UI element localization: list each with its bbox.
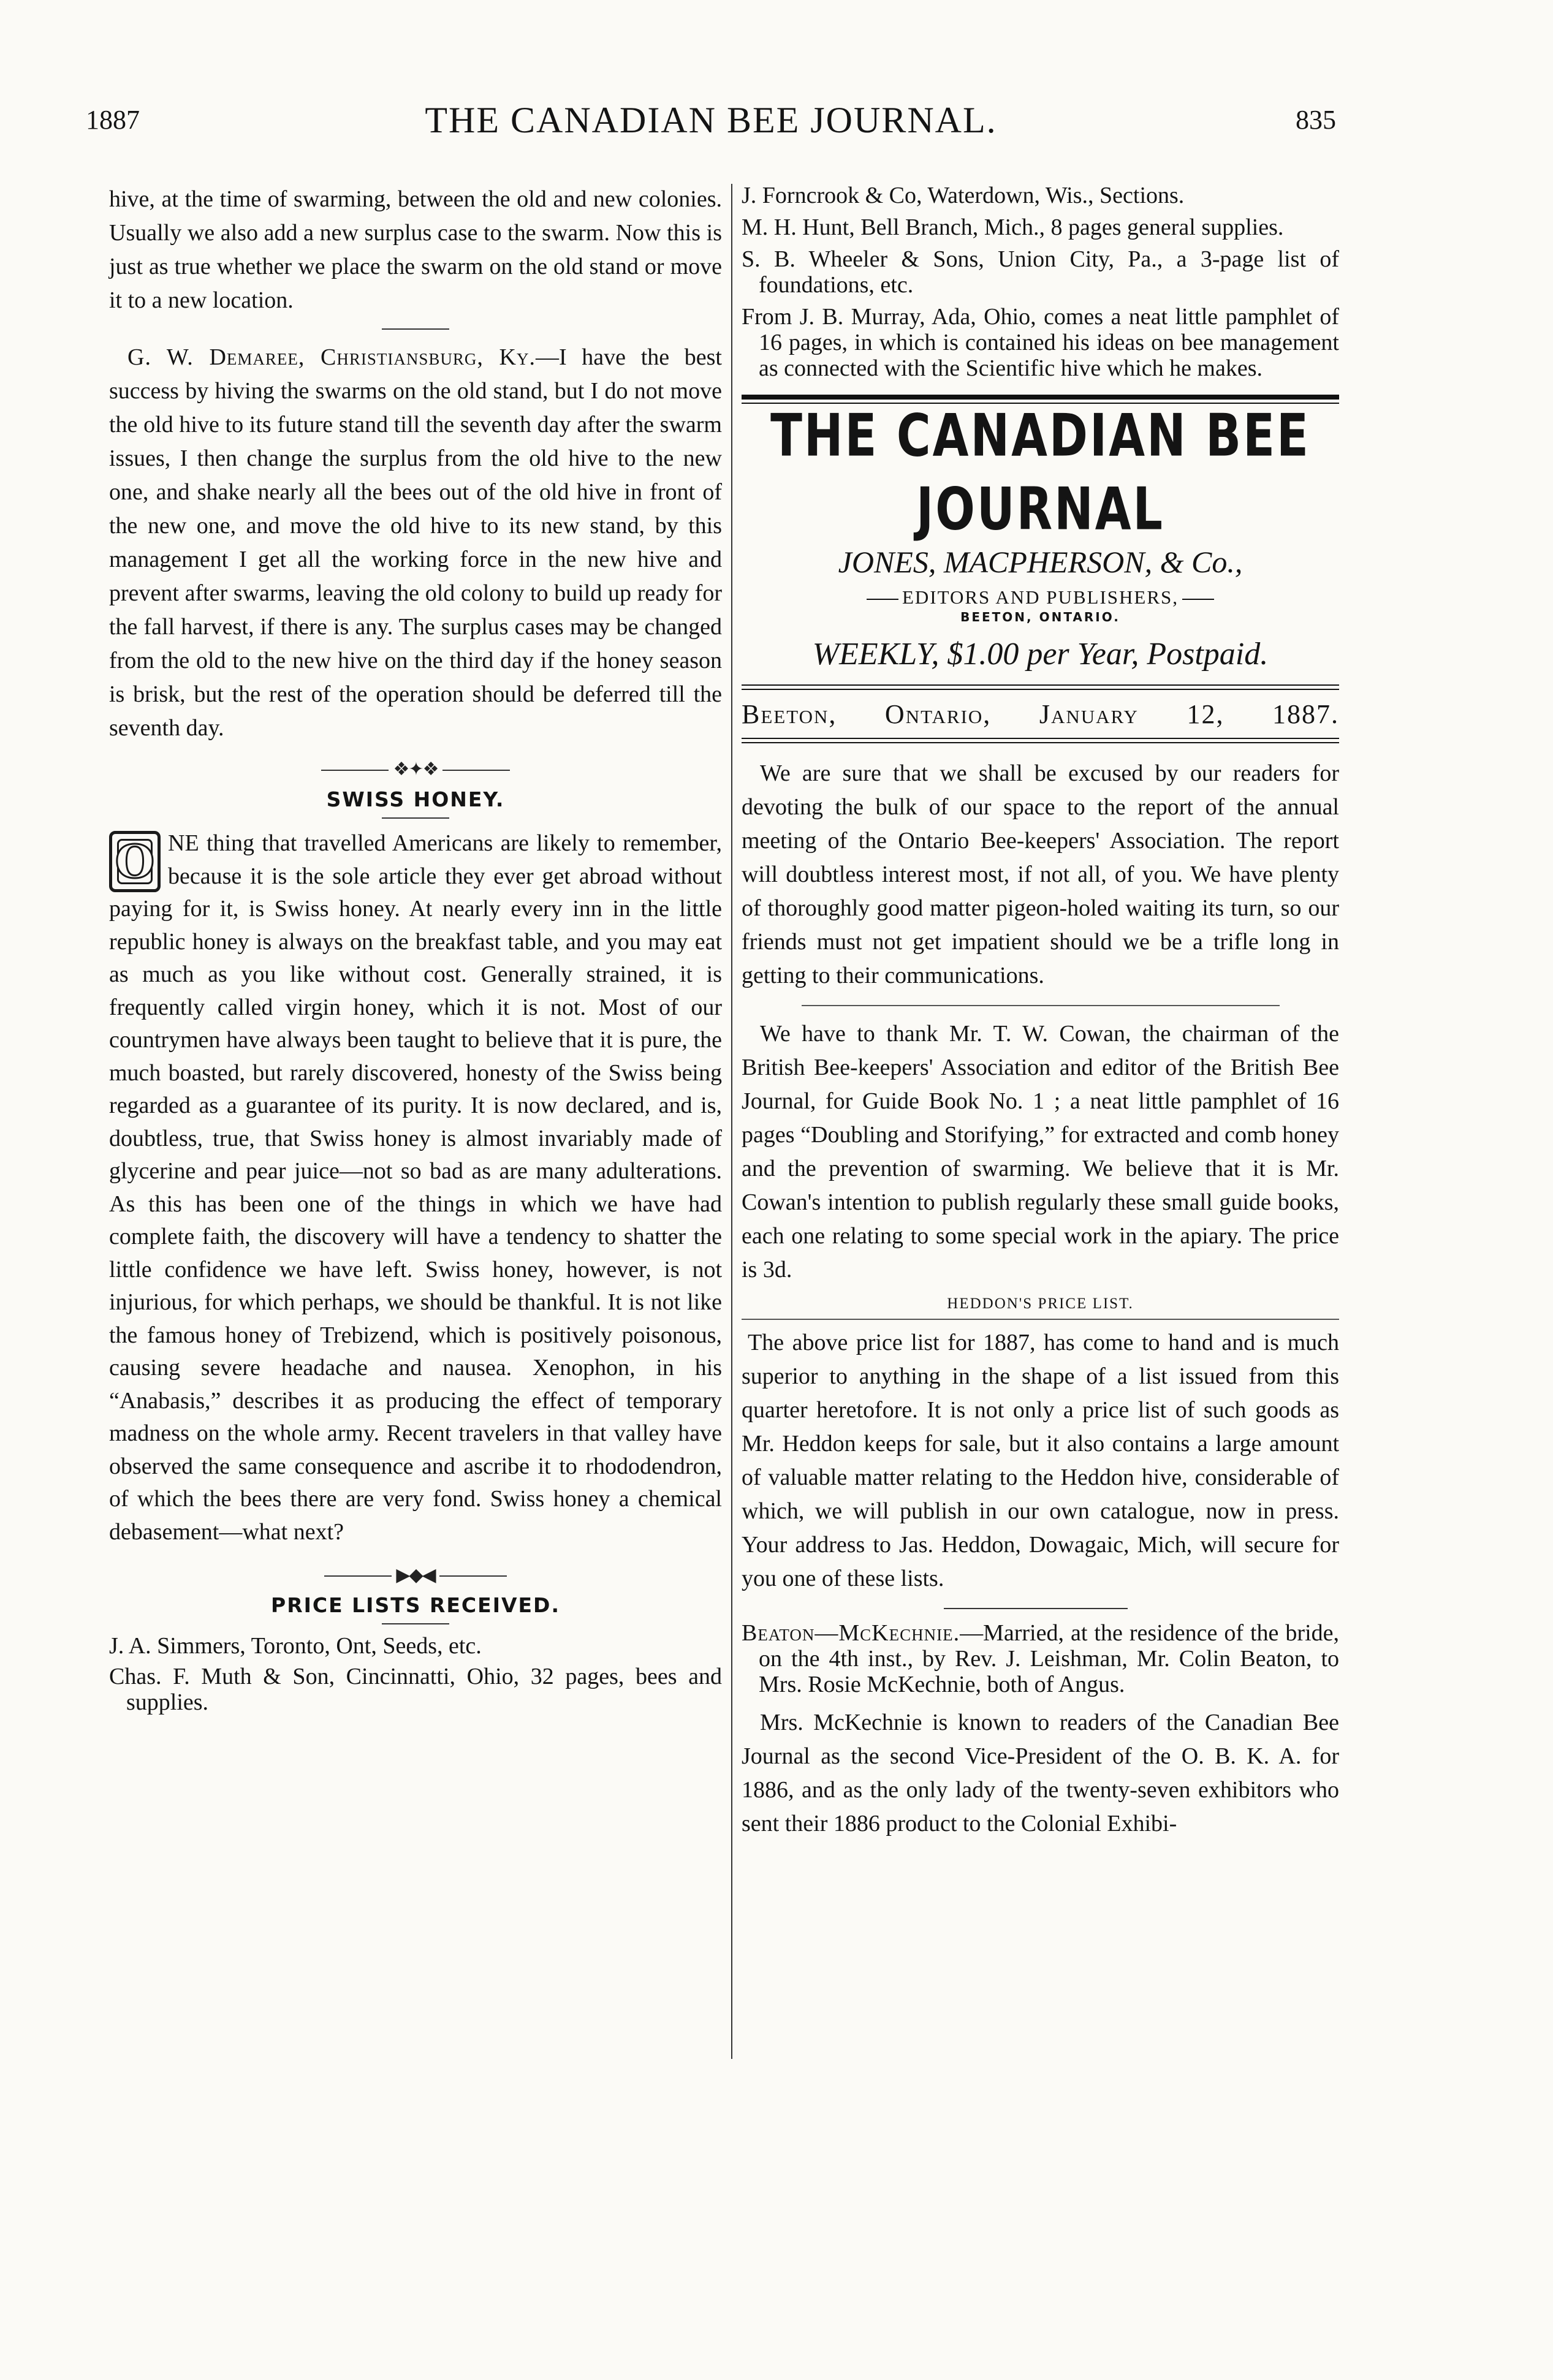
masthead-block <box>742 395 1339 743</box>
header-year: 1887 <box>86 105 140 135</box>
left-column <box>109 183 722 1715</box>
price-list-item: M. H. Hunt, Bell Branch, Mich., 8 pages general supplies. <box>742 214 1284 240</box>
swiss-body: At nearly every inn in the little republic honey is always on the breakfast table, and you may eat as much as you like without cost. Generally strained, it is frequently called virgin honey, which it is not. Most of our countrymen have always been taught to believe that it is pure, the much boasted, but rarely discovered, honesty of the Swiss being regarded as a guarantee of its purity. It is now declared, and is, doubtless, true, that Swiss honey is almost invariably made of glycerine and pear juice—not so bad as are many adulterations. As this has been one of the things in which we have had complete faith, the discovery will have a tendency to shatter the little confidence we have left. Swiss honey, however, is not injurious, for which perhaps, we should be thankful. It is not like the famous honey of Trebizend, which is positively poisonous, causing severe headache and nausea. Xenophon, in his “Anabasis,” describes it as producing the effect of temporary madness on the whole army. Recent travelers in that valley have observed the same consequence and ascribe it to rhododendron, of which the bees there are very fond. Swiss honey a chemical debasement—what next? <box>109 896 722 1545</box>
swiss-honey-heading: SWISS HONEY. <box>326 787 505 811</box>
divider <box>382 1623 449 1624</box>
swiss-honey-article <box>109 827 722 1548</box>
masthead-title: THE CANADIAN BEE JOURNAL <box>770 401 1310 543</box>
ornament-divider: ▶◆◀ <box>109 1564 722 1586</box>
editorial-paragraph: We are sure that we shall be excused by our readers for devoting the bulk of our space to the report of the annual meeting of the Ontario Bee-keepers' Association. The report will doubtless interest most, if not all, of you. We have plenty of thoroughly good matter pigeon-holed waiting its turn, so our friends must not get impatient should we be a trifle long in getting to their communications. <box>742 760 1339 988</box>
price-lists-heading: PRICE LISTS RECEIVED. <box>271 1593 560 1617</box>
divider <box>382 817 449 819</box>
right-column <box>742 183 1339 1841</box>
subscription-line: WEEKLY, $1.00 per Year, Postpaid. <box>812 637 1269 672</box>
author-name: G. W. Demaree, Christiansburg, Ky. <box>127 344 536 370</box>
mckechnie-paragraph: Mrs. McKechnie is known to readers of the Canadian Bee Journal as the second Vice-President of the O. B. K. A. for 1886, and as the only lady of the twenty-seven exhibitors who sent their 1886 product to the Colonial Exhibi- <box>742 1710 1339 1836</box>
location-line: BEETON, ONTARIO. <box>960 610 1120 624</box>
column-divider <box>731 184 732 2059</box>
demaree-text: —I have the best success by hiving the swarms on the old stand, but I do not move the old hive to its future stand till the seventh day after the swarm issues, I then change the surplus from the old hive to the new one, and shake nearly all the bees out of the old hive in front of the new one, and move the old hive to its new stand, by this management I get all the working force in the new hive and prevent after swarms, leaving the old colony to build up ready for the fall harvest, if there is any. The surplus cases may be changed from the old to the new hive on the third day if the honey season is brisk, but the rest of the operation should be deferred till the seventh day. <box>109 344 722 741</box>
continued-paragraph: hive, at the time of swarming, between the old and new colonies. Usually we also add a new surplus case to the swarm. Now this is just as true whether we place the swarm on the old stand or move it to a new location. <box>109 186 722 313</box>
dropcap-o: O <box>109 831 161 892</box>
divider <box>742 1319 1339 1320</box>
editorial-paragraph: We have to thank Mr. T. W. Cowan, the chairman of the British Bee-keepers' Association and editor of the British Bee Journal, for Guide Book No. 1 ; a neat little pamphlet of 16 pages “Doubling and Storifying,” for extracted and comb honey and the prevention of swarming. We believe that it is Mr. Cowan's intention to publish regularly these small guide books, each one relating to some special work in the apiary. The price is 3d. <box>742 1021 1339 1283</box>
price-list-item: J. Forncrook & Co, Waterdown, Wis., Sections. <box>742 183 1185 208</box>
price-list-item: J. A. Simmers, Toronto, Ont, Seeds, etc. <box>109 1633 482 1659</box>
dateline: Beeton, Ontario, January 12, 1887. <box>742 699 1339 729</box>
demaree-paragraph <box>109 341 722 745</box>
divider <box>944 1608 1128 1609</box>
publisher-line: JONES, MACPHERSON, & Co., <box>838 545 1243 579</box>
price-list-item: From J. B. Murray, Ada, Ohio, comes a neat little pamphlet of 16 pages, in which is contained his ideas on bee management as connected with the Scientific hive which he makes. <box>742 304 1339 381</box>
swiss-lead: NE thing that travelled Americans are likely to remember, because it is the sole article they ever get abroad without paying for it, is Swiss honey. <box>109 830 722 922</box>
price-list-item: S. B. Wheeler & Sons, Union City, Pa., a 3-page list of foundations, etc. <box>742 246 1339 298</box>
journal-title: THE CANADIAN BEE JOURNAL. <box>425 100 997 140</box>
divider <box>802 1005 1280 1006</box>
ornament-divider: ❖✦❖ <box>109 759 722 780</box>
divider <box>382 328 449 330</box>
price-list-item: Chas. F. Muth & Son, Cincinnatti, Ohio, 32 pages, bees and supplies. <box>109 1664 722 1715</box>
marriage-text: —Married, at the residence of the bride, on the 4th inst., by Rev. J. Leishman, Mr. Colin Beaton, to Mrs. Rosie McKechnie, both of Angus. <box>759 1620 1339 1697</box>
page-number: 835 <box>1296 105 1336 135</box>
running-header <box>86 100 1336 153</box>
editors-line: EDITORS AND PUBLISHERS, <box>742 586 1339 608</box>
marriage-notice <box>742 1620 1339 1697</box>
heddon-paragraph: The above price list for 1887, has come to hand and is much superior to anything in the shape of a list issued from this quarter heretofore. It is not only a price list of such goods as Mr. Heddon keeps for sale, but it also contains a large amount of valuable matter relating to the Heddon hive, considerable of which, we will publish in our own catalogue, now in press. Your address to Jas. Heddon, Dowagaic, Mich, will secure for you one of these lists. <box>742 1330 1339 1591</box>
heddon-heading: HEDDON'S PRICE LIST. <box>947 1295 1134 1312</box>
marriage-names: Beaton—McKechnie. <box>742 1620 960 1646</box>
